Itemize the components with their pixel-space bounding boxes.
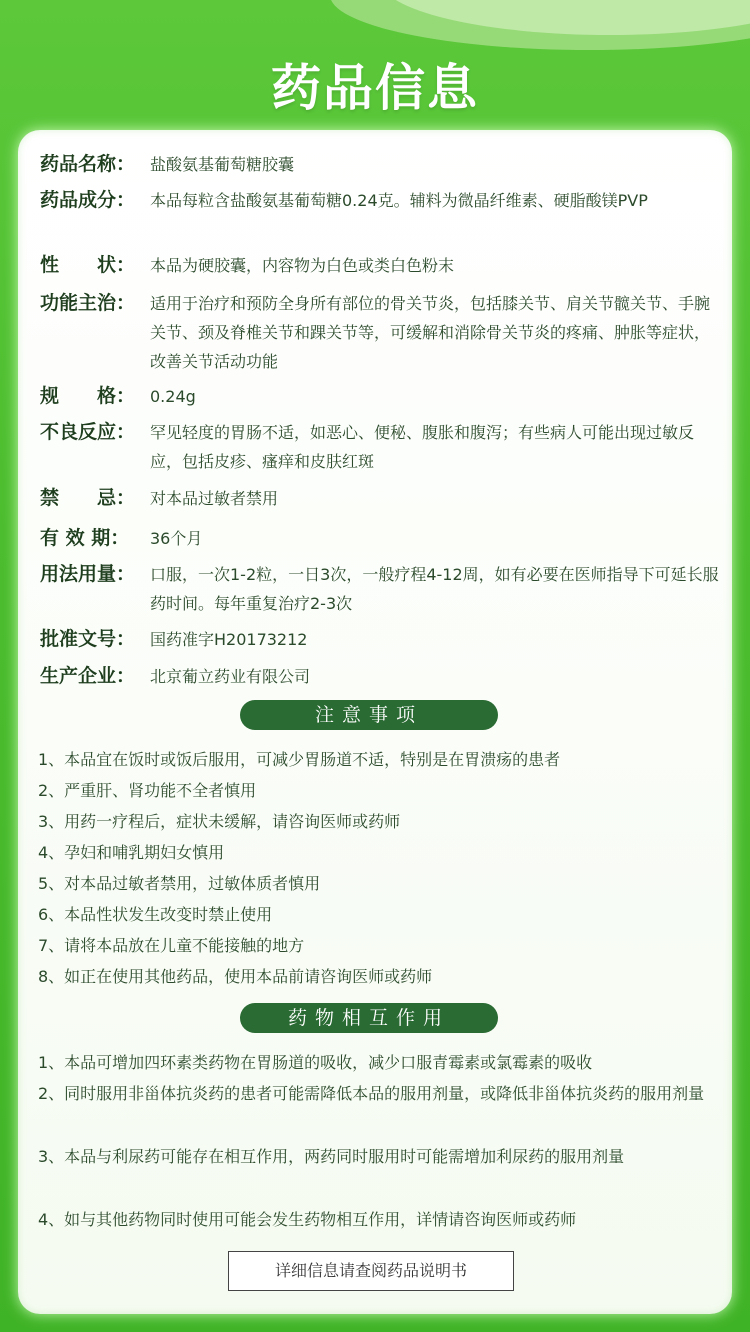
section-title-interactions: 药物相互作用 (240, 1003, 498, 1033)
list-item: 3、本品与利尿药可能存在相互作用，两药同时服用时可能需增加利尿药的服用剂量 (38, 1147, 625, 1166)
info-value: 对本品过敏者禁用 (150, 489, 279, 508)
info-row-ingredients (40, 186, 730, 215)
info-value: 罕见轻度的胃肠不适，如恶心、便秘、腹胀和腹泻；有些病人可能出现过敏反应，包括皮疹、瘙痒和皮肤红斑 (150, 423, 695, 471)
list-item: 4、孕妇和哺乳期妇女慎用 (38, 843, 225, 862)
info-label: 不良反应： (40, 421, 136, 443)
info-row-expiry (40, 524, 730, 553)
list-item: 1、本品可增加四环素类药物在胃肠道的吸收，减少口服青霉素或氯霉素的吸收 (38, 1053, 593, 1072)
info-row-approval (40, 625, 730, 654)
section-title-precautions: 注意事项 (240, 700, 498, 730)
info-label: 禁 忌： (40, 487, 136, 509)
info-value: 盐酸氨基葡萄糖胶囊 (150, 155, 295, 174)
page-title: 药品信息 (271, 59, 479, 117)
list-item: 7、请将本品放在儿童不能接触的地方 (38, 936, 305, 955)
list-item: 2、严重肝、肾功能不全者慎用 (38, 781, 257, 800)
info-label: 药品名称： (40, 153, 136, 175)
info-label: 功能主治： (40, 292, 136, 314)
info-card (18, 130, 732, 1314)
info-row-name (40, 150, 730, 179)
info-label: 药品成分： (40, 189, 136, 211)
info-value: 国药准字H20173212 (150, 630, 308, 649)
info-value: 适用于治疗和预防全身所有部位的骨关节炎，包括膝关节、肩关节髋关节、手腕关节、颈及脊椎关节和踝关节等，可缓解和消除骨关节炎的疼痛、肿胀等症状，改善关节活动功能 (150, 294, 711, 371)
info-label: 生产企业： (40, 665, 136, 687)
list-item: 8、如正在使用其他药品，使用本品前请咨询医师或药师 (38, 967, 433, 986)
info-row-adverse (40, 418, 730, 476)
info-label: 规 格： (40, 385, 136, 407)
info-label: 批准文号： (40, 628, 136, 650)
list-item: 2、同时服用非甾体抗炎药的患者可能需降低本品的服用剂量，或降低非甾体抗炎药的服用剂量 (38, 1084, 705, 1103)
info-value: 36个月 (150, 529, 203, 548)
view-instructions-button[interactable]: 详细信息请查阅药品说明书 (228, 1251, 514, 1291)
list-item: 6、本品性状发生改变时禁止使用 (38, 905, 273, 924)
info-label: 有 效 期： (40, 527, 130, 549)
info-row-manufacturer (40, 662, 730, 691)
info-row-appearance (40, 251, 730, 280)
info-row-dosage (40, 560, 730, 618)
list-item: 1、本品宜在饭时或饭后服用，可减少胃肠道不适，特别是在胃溃疡的患者 (38, 750, 561, 769)
list-item: 4、如与其他药物同时使用可能会发生药物相互作用，详情请咨询医师或药师 (38, 1210, 577, 1229)
info-value: 本品为硬胶囊，内容物为白色或类白色粉末 (150, 256, 455, 275)
info-value: 0.24g (150, 387, 196, 406)
list-item: 5、对本品过敏者禁用，过敏体质者慎用 (38, 874, 321, 893)
info-row-contraindications (40, 484, 730, 513)
info-label: 用法用量： (40, 563, 136, 585)
info-value: 本品每粒含盐酸氨基葡萄糖0.24克。辅料为微晶纤维素、硬脂酸镁PVP (150, 191, 648, 210)
info-label: 性 状： (40, 254, 136, 276)
info-row-spec (40, 382, 730, 411)
info-value: 口服，一次1-2粒，一日3次，一般疗程4-12周，如有必要在医师指导下可延长服药时间。每年重复治疗2-3次 (150, 565, 719, 613)
info-row-indications (40, 289, 730, 376)
info-value: 北京葡立药业有限公司 (150, 667, 311, 686)
list-item: 3、用药一疗程后，症状未缓解，请咨询医师或药师 (38, 812, 401, 831)
